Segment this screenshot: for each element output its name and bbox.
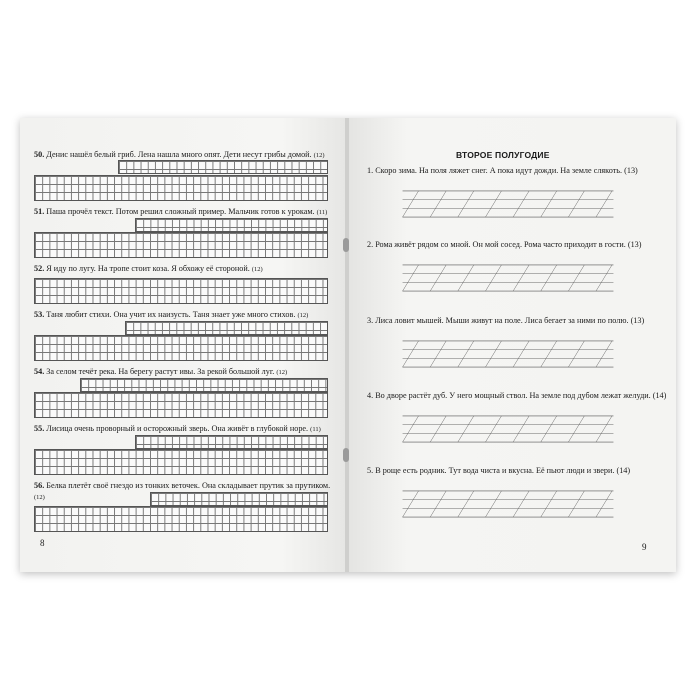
writing-grid[interactable]: [125, 321, 328, 335]
exercise-text: Паша прочёл текст. Потом решил сложный пример. Мальчик готов к урокам.: [46, 207, 315, 216]
exercise-number: 2.: [367, 240, 374, 249]
writing-grid[interactable]: [135, 218, 328, 232]
staple-icon: [343, 448, 349, 462]
word-count: (13): [630, 316, 645, 325]
slanted-writing-lines[interactable]: [363, 262, 653, 294]
writing-grid[interactable]: [135, 435, 328, 449]
slanted-writing-lines[interactable]: [363, 338, 653, 370]
writing-grid[interactable]: [118, 160, 328, 174]
slanted-writing-lines[interactable]: [363, 188, 653, 220]
exercise-51: [34, 207, 334, 219]
exercise-2: [367, 240, 667, 251]
slanted-writing-lines[interactable]: [363, 488, 653, 520]
exercise-text: Рома живёт рядом со мной. Он мой сосед. Рома часто приходит в гости.: [375, 240, 626, 249]
exercise-text: Белка плетёт своё гнездо из тонких веточек. Она складывает прутик за прутиком.: [46, 481, 331, 490]
word-count: (13): [627, 240, 642, 249]
staple-icon: [343, 238, 349, 252]
exercise-number: 53.: [34, 310, 45, 319]
exercise-number: 4.: [367, 391, 374, 400]
word-count: (12): [251, 266, 263, 273]
word-count: (14): [652, 391, 667, 400]
exercise-text: Во дворе растёт дуб. У него мощный ствол. На земле под дубом лежат желуди.: [375, 391, 651, 400]
exercise-text: Таня любит стихи. Она учит их наизусть. Таня знает уже много стихов.: [46, 310, 296, 319]
writing-grid[interactable]: [34, 335, 328, 361]
exercise-number: 5.: [367, 466, 374, 475]
exercise-number: 56.: [34, 481, 45, 490]
exercise-5: [367, 466, 667, 477]
exercise-54: [34, 367, 334, 379]
writing-grid[interactable]: [34, 449, 328, 475]
exercise-1: [367, 166, 667, 177]
exercise-number: 1.: [367, 166, 374, 175]
exercise-52: [34, 264, 334, 276]
exercise-55: [34, 424, 334, 436]
writing-grid[interactable]: [34, 392, 328, 418]
slanted-writing-lines[interactable]: [363, 413, 653, 445]
writing-grid[interactable]: [34, 506, 328, 532]
exercise-text: Лисица очень проворный и осторожный зверь. Она живёт в глубокой норе.: [46, 424, 309, 433]
word-count: (13): [624, 166, 638, 175]
book-spine: [345, 118, 349, 572]
writing-grid[interactable]: [34, 232, 328, 258]
writing-grid[interactable]: [150, 492, 328, 506]
word-count: (12): [276, 369, 288, 376]
word-count: (11): [316, 209, 328, 216]
exercise-number: 50.: [34, 150, 45, 159]
exercise-text: Скоро зима. На поля ляжет снег. А пока идут дожди. На земле слякоть.: [375, 166, 623, 175]
exercise-text: Я иду по лугу. На тропе стоит коза. Я обхожу её стороной.: [46, 264, 250, 273]
exercise-number: 52.: [34, 264, 45, 273]
writing-grid[interactable]: [80, 378, 328, 392]
word-count: (11): [310, 426, 321, 433]
exercise-number: 54.: [34, 367, 45, 376]
exercise-4: [367, 391, 667, 402]
exercise-text: Лиса ловит мышей. Мыши живут на поле. Лиса бегает за ними по полю.: [375, 316, 629, 325]
exercise-number: 51.: [34, 207, 45, 216]
word-count: (12): [313, 152, 325, 159]
section-title: ВТОРОЕ ПОЛУГОДИЕ: [456, 150, 550, 160]
word-count: (12): [297, 312, 309, 319]
exercise-text: В роще есть родник. Тут вода чиста и вкусна. Её пьют люди и звери.: [375, 466, 615, 475]
exercise-number: 3.: [367, 316, 374, 325]
page-number: 9: [642, 542, 647, 552]
exercise-3: [367, 316, 667, 327]
page-number: 8: [40, 538, 45, 548]
exercise-number: 55.: [34, 424, 45, 433]
exercise-53: [34, 310, 334, 322]
writing-grid[interactable]: [34, 175, 328, 201]
exercise-text: Денис нашёл белый гриб. Лена нашла много опят. Дети несут грибы домой.: [46, 150, 312, 159]
word-count: (14): [616, 466, 631, 475]
exercise-text: За селом течёт река. На берегу растут ивы. За рекой большой луг.: [46, 367, 275, 376]
writing-grid[interactable]: [34, 278, 328, 304]
word-count: (12): [34, 493, 45, 501]
